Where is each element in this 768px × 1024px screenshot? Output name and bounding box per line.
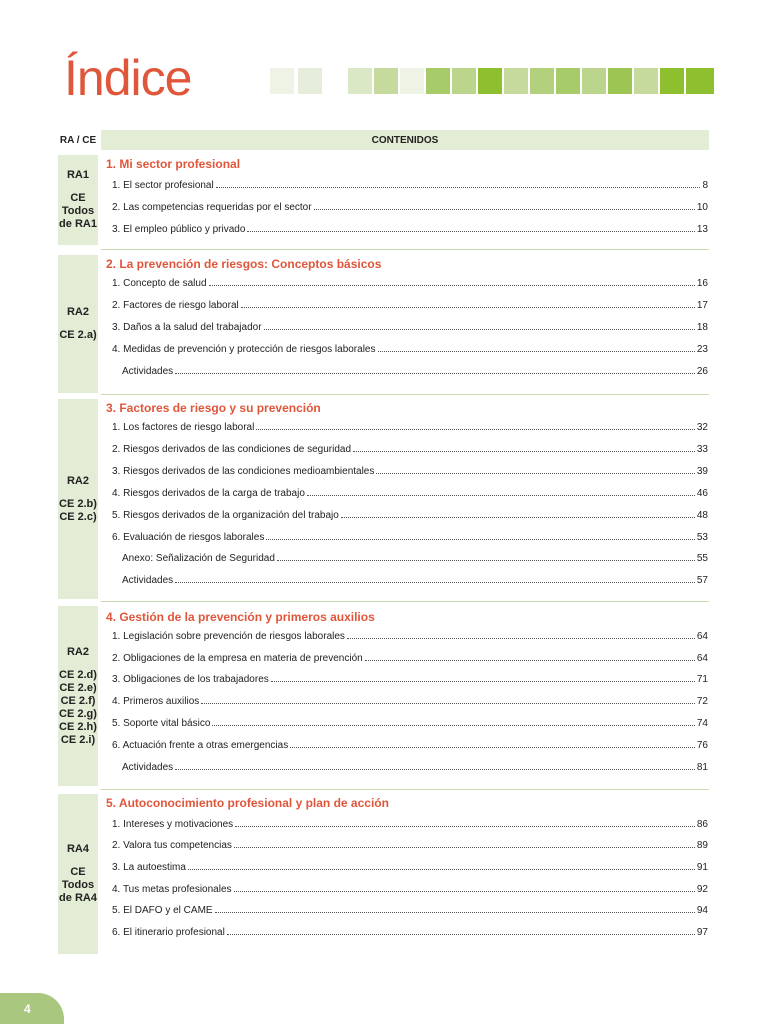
toc-item-page: 17 [696,300,708,311]
toc-item-text: 4. Primeros auxilios [112,696,200,707]
toc-item-text: 4. Riesgos derivados de la carga de trabajo [112,488,305,499]
dot-leader [347,638,695,639]
section-divider [101,601,709,602]
toc-item[interactable] [112,884,708,898]
ra-box-1 [58,155,98,245]
toc-item-text: 3. El empleo público y privado [112,224,246,235]
toc-item-text: 6. El itinerario profesional [112,927,225,938]
dot-leader [235,826,695,827]
toc-item[interactable] [112,422,708,436]
dot-leader [212,725,694,726]
toc-item[interactable] [112,819,708,833]
page-title: Índice [64,50,192,106]
toc-item-page: 26 [696,366,708,377]
toc-item-text: 5. Soporte vital básico [112,718,211,729]
toc-item[interactable] [112,532,708,546]
header-contenidos: CONTENIDOS [101,130,709,150]
toc-item-text: 1. Concepto de salud [112,278,207,289]
toc-item-page: 53 [696,532,708,543]
dot-leader [234,847,695,848]
toc-item-page: 64 [696,631,708,642]
section-title: 5. Autoconocimiento profesional y plan de acción [106,796,389,810]
toc-item-text: 2. Obligaciones de la empresa en materia de prevención [112,653,363,664]
dot-leader [365,660,695,661]
toc-item-page: 97 [696,927,708,938]
toc-item[interactable] [112,510,708,524]
toc-item[interactable] [112,300,708,314]
ce-label: CE 2.d) CE 2.e) CE 2.f) CE 2.g) CE 2.h) CE 2.i) [59,668,97,746]
decorative-green-squares [270,68,714,94]
toc-item-anexo[interactable] [122,553,708,567]
toc-item-text: 1. Los factores de riesgo laboral [112,422,255,433]
toc-item-page: 89 [696,840,708,851]
toc-item-text: Actividades [122,575,174,586]
toc-item-page: 72 [696,696,708,707]
toc-item[interactable] [112,488,708,502]
toc-item-page: 91 [696,862,708,873]
toc-item-page: 16 [696,278,708,289]
toc-item-page: 76 [696,740,708,751]
toc-item-text: Actividades [122,762,174,773]
ce-label: CE Todos de RA4 [59,866,97,904]
dot-leader [264,329,695,330]
toc-item-text: Actividades [122,366,174,377]
toc-item[interactable] [112,466,708,480]
dot-leader [227,934,695,935]
section-divider [101,394,709,395]
toc-item-text: 5. El DAFO y el CAME [112,905,213,916]
dot-leader [353,451,695,452]
section-title: 2. La prevención de riesgos: Conceptos básicos [106,257,382,271]
toc-item[interactable] [112,202,708,216]
toc-item-page: 32 [696,422,708,433]
ce-label: CE 2.a) [59,329,97,341]
dot-leader [175,582,695,583]
toc-item[interactable] [112,653,708,667]
toc-item-text: 2. Factores de riesgo laboral [112,300,239,311]
dot-leader [341,517,695,518]
toc-item[interactable] [112,718,708,732]
dot-leader [241,307,695,308]
toc-item[interactable] [112,278,708,292]
toc-item-text: 1. Legislación sobre prevención de riesgos laborales [112,631,345,642]
toc-item-page: 94 [696,905,708,916]
dot-leader [378,351,695,352]
ra-label: RA2 [66,645,89,658]
toc-item-page: 33 [696,444,708,455]
toc-item-text: 5. Riesgos derivados de la organización del trabajo [112,510,339,521]
dot-leader [376,473,695,474]
page-number: 4 [0,993,64,1024]
toc-item[interactable] [112,696,708,710]
dot-leader [277,560,695,561]
section-title: 1. Mi sector profesional [106,157,241,171]
toc-item-text: 1. El sector profesional [112,180,214,191]
toc-item-page: 92 [696,884,708,895]
dot-leader [209,285,695,286]
toc-item-page: 8 [702,180,708,191]
toc-item-page: 71 [696,674,708,685]
toc-item[interactable] [112,840,708,854]
ra-label: RA2 [66,474,89,487]
toc-item[interactable] [112,344,708,358]
toc-item[interactable] [112,905,708,919]
toc-item-page: 74 [696,718,708,729]
ra-box-2 [58,255,98,393]
dot-leader [188,869,695,870]
toc-item-page: 46 [696,488,708,499]
toc-item-page: 86 [696,819,708,830]
ra-box-5 [58,794,98,954]
dot-leader [247,231,694,232]
toc-item-page: 39 [696,466,708,477]
toc-item-page: 13 [696,224,708,235]
ra-box-4 [58,606,98,786]
toc-item-text: 2. Riesgos derivados de las condiciones de seguridad [112,444,352,455]
ce-label: CE 2.b) CE 2.c) [59,497,97,523]
ra-label: RA2 [66,306,89,318]
dot-leader [216,187,701,188]
toc-item-text: 4. Medidas de prevención y protección de riesgos laborales [112,344,376,355]
toc-item-page: 81 [696,762,708,773]
toc-item-text: 3. Riesgos derivados de las condiciones medioambientales [112,466,375,477]
ra-label: RA1 [66,169,89,181]
toc-item-page: 64 [696,653,708,664]
dot-leader [290,747,695,748]
toc-item-text: 3. Obligaciones de los trabajadores [112,674,269,685]
dot-leader [307,495,695,496]
dot-leader [314,209,695,210]
toc-item-text: 6. Actuación frente a otras emergencias [112,740,289,751]
toc-item-text: 6. Evaluación de riesgos laborales [112,532,265,543]
dot-leader [175,373,695,374]
toc-item-text: 1. Intereses y motivaciones [112,819,234,830]
toc-item[interactable] [112,927,708,941]
toc-item-page: 57 [696,575,708,586]
toc-item-text: 2. Valora tus competencias [112,840,232,851]
toc-item[interactable] [112,862,708,876]
toc-item-page: 55 [696,553,708,564]
toc-item-page: 10 [696,202,708,213]
dot-leader [271,681,695,682]
dot-leader [256,429,695,430]
toc-item[interactable] [112,322,708,336]
dot-leader [266,539,695,540]
toc-item-text: 3. Daños a la salud del trabajador [112,322,262,333]
section-title: 4. Gestión de la prevención y primeros auxilios [106,610,375,624]
ra-label: RA4 [66,843,89,855]
toc-item[interactable] [112,180,708,194]
header-ra-ce: RA / CE [59,134,97,146]
toc-item-actividades[interactable] [122,366,708,380]
ra-box-3 [58,399,98,599]
toc-item[interactable] [112,631,708,645]
section-title: 3. Factores de riesgo y su prevención [106,401,321,415]
toc-item-page: 48 [696,510,708,521]
ce-label: CE Todos de RA1 [59,192,97,230]
toc-item-text: 3. La autoestima [112,862,186,873]
toc-item[interactable] [112,224,708,238]
toc-item[interactable] [112,444,708,458]
toc-item-actividades[interactable] [122,575,708,589]
dot-leader [175,769,695,770]
section-divider [101,789,709,790]
toc-item-text: Anexo: Señalización de Seguridad [122,553,275,564]
toc-item-page: 18 [696,322,708,333]
toc-item-text: 2. Las competencias requeridas por el sector [112,202,312,213]
toc-item[interactable] [112,740,708,754]
dot-leader [201,703,695,704]
dot-leader [215,912,695,913]
section-divider [101,249,709,250]
toc-item-text: 4. Tus metas profesionales [112,884,232,895]
toc-item[interactable] [112,674,708,688]
dot-leader [234,891,695,892]
toc-item-page: 23 [696,344,708,355]
toc-item-actividades[interactable] [122,762,708,776]
